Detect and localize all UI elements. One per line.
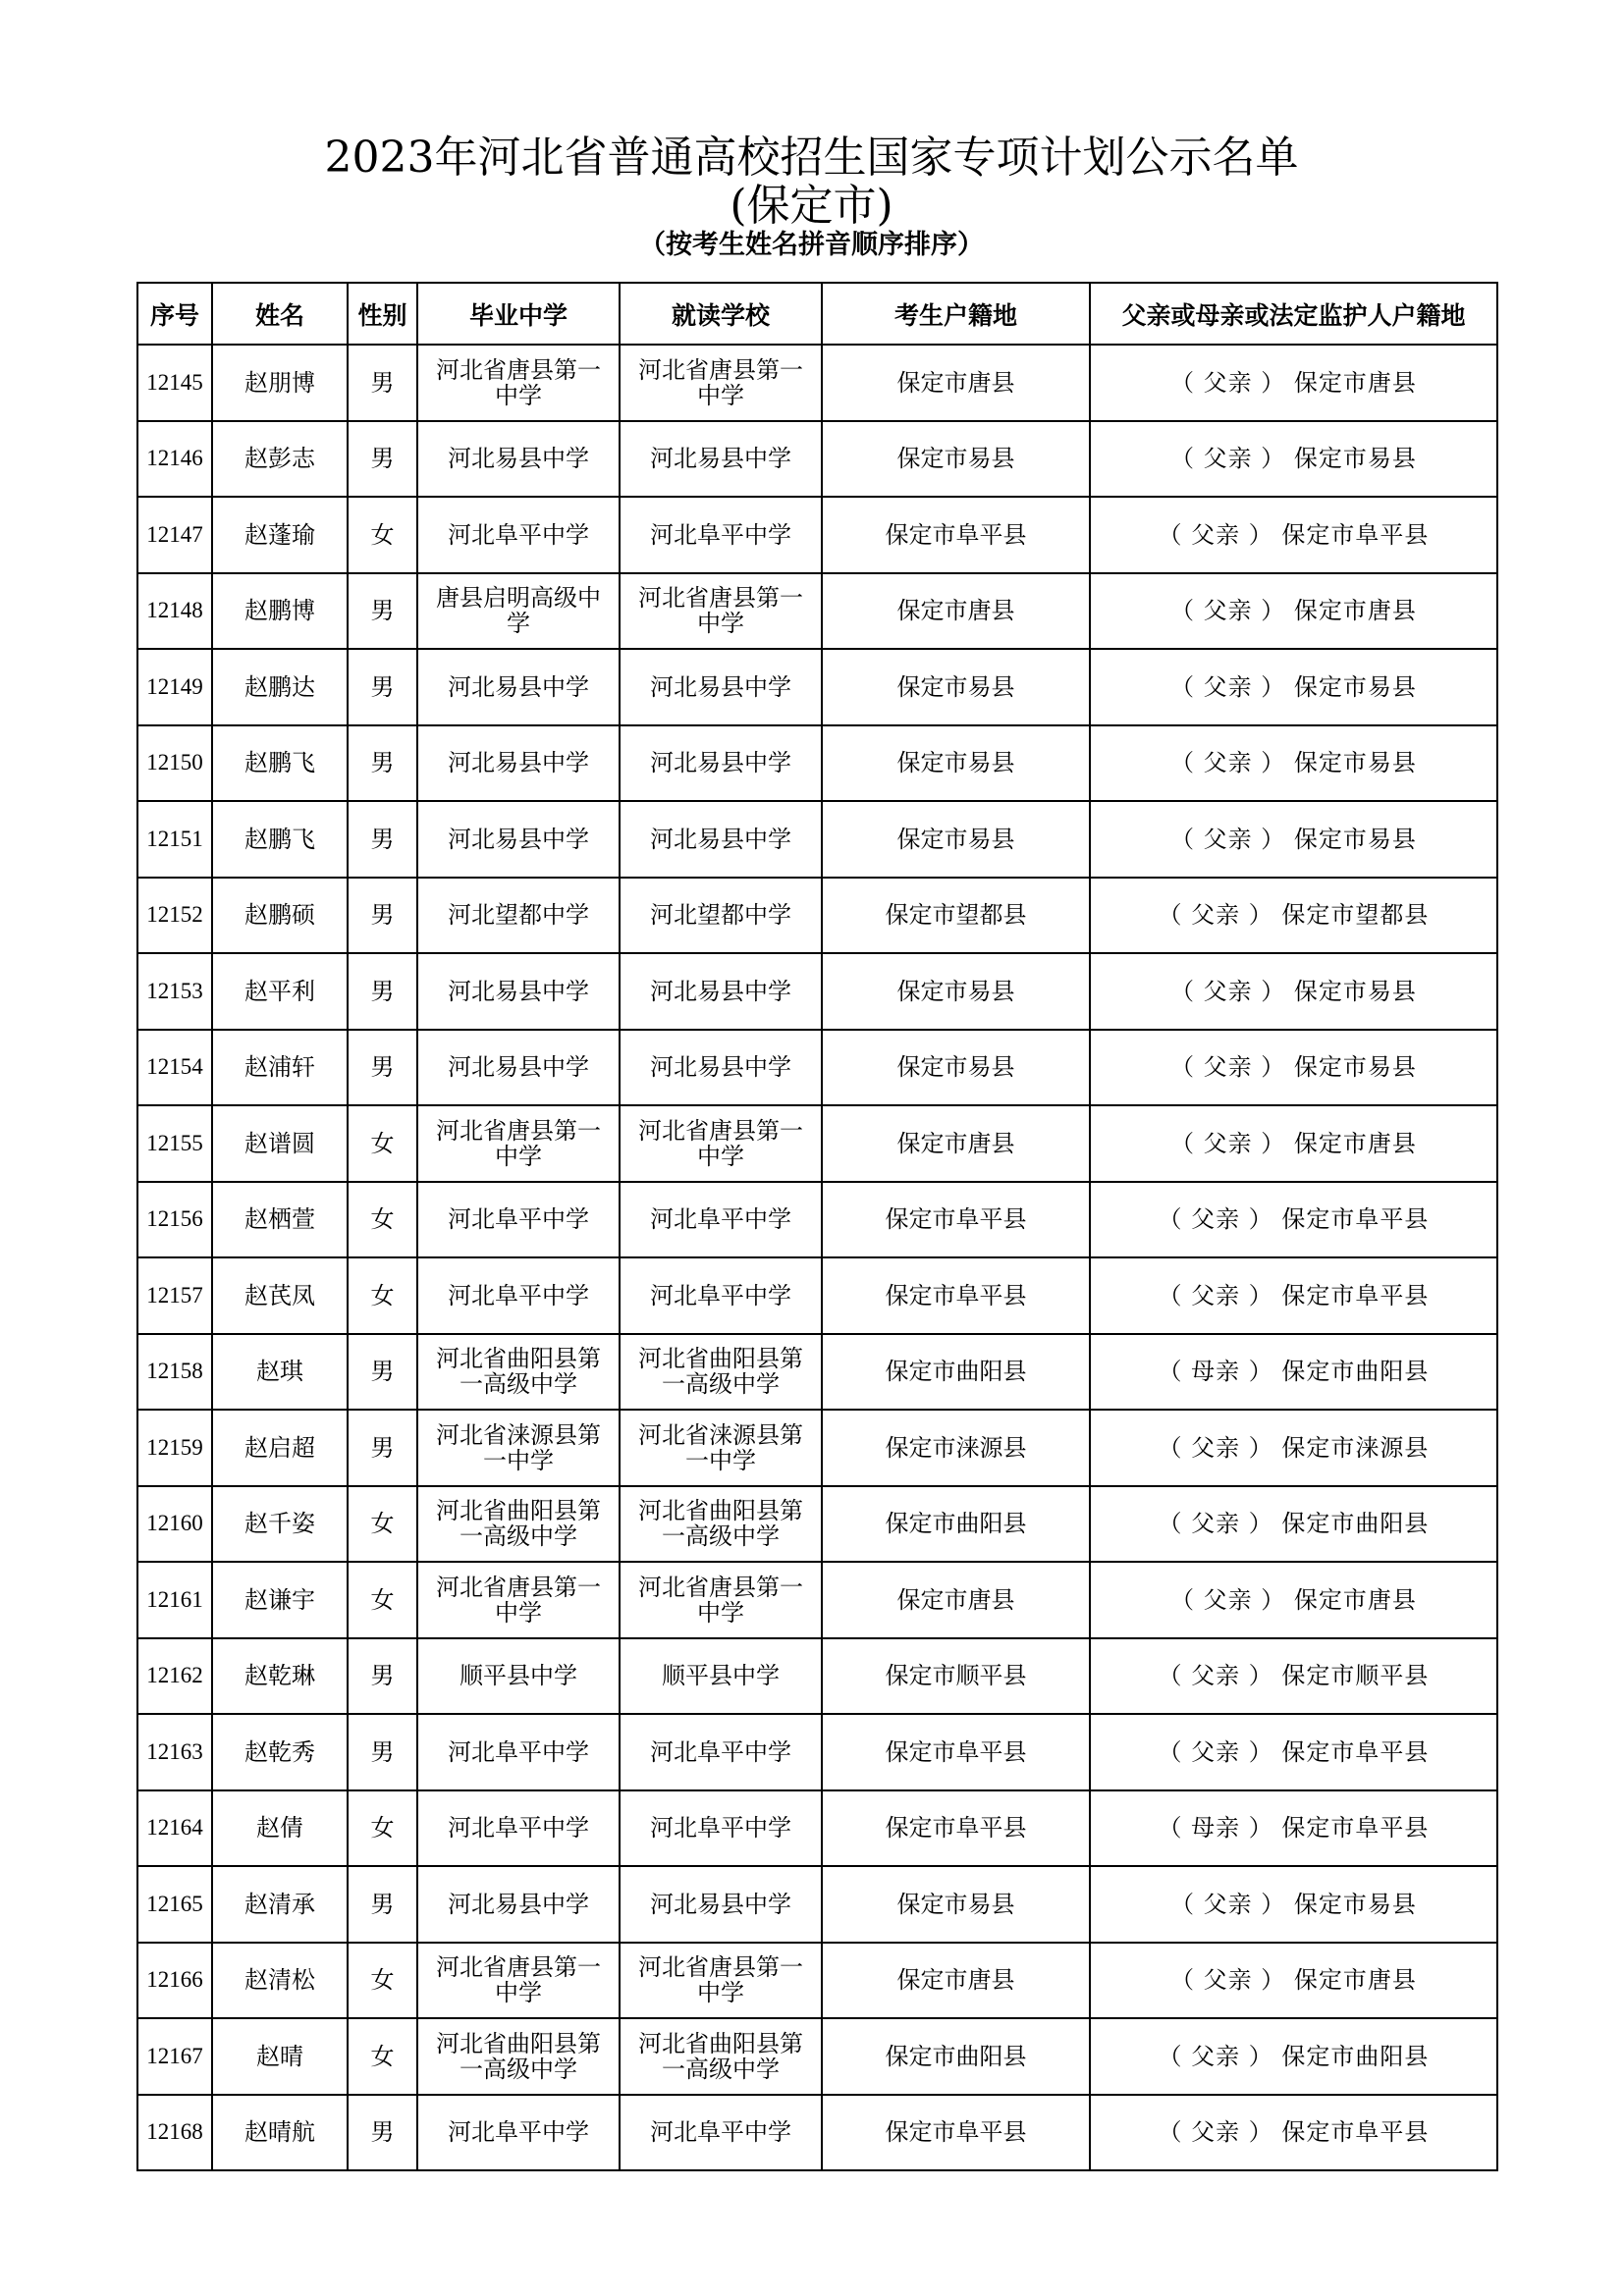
- cell-student-hukou: 保定市易县: [822, 421, 1090, 498]
- header-serial: 序号: [137, 283, 212, 345]
- cell-guardian-hukou: （ 父亲 ） 保定市顺平县: [1090, 1638, 1497, 1715]
- table-row: [137, 1334, 1497, 1411]
- cell-graduation-school: 顺平县中学: [417, 1638, 620, 1715]
- table-row: [137, 345, 1497, 421]
- cell-graduation-school: 河北阜平中学: [417, 1182, 620, 1258]
- table-row: [137, 649, 1497, 725]
- cell-current-school: 河北省涞源县第一中学: [620, 1410, 822, 1486]
- cell-current-school: 河北省唐县第一中学: [620, 345, 822, 421]
- cell-serial: 12149: [137, 649, 212, 725]
- cell-graduation-school: 河北省唐县第一中学: [417, 1105, 620, 1182]
- cell-gender: 男: [348, 725, 417, 802]
- cell-guardian-hukou: （ 父亲 ） 保定市唐县: [1090, 1562, 1497, 1638]
- cell-current-school: 河北阜平中学: [620, 497, 822, 573]
- header-student-hukou: 考生户籍地: [822, 283, 1090, 345]
- header-name: 姓名: [212, 283, 348, 345]
- cell-gender: 女: [348, 1257, 417, 1334]
- table-row: [137, 1714, 1497, 1790]
- cell-gender: 男: [348, 345, 417, 421]
- cell-serial: 12164: [137, 1790, 212, 1867]
- cell-gender: 女: [348, 1105, 417, 1182]
- cell-serial: 12167: [137, 2018, 212, 2095]
- cell-guardian-hukou: （ 父亲 ） 保定市望都县: [1090, 878, 1497, 954]
- cell-guardian-hukou: （ 父亲 ） 保定市唐县: [1090, 1943, 1497, 2019]
- table-row: [137, 1866, 1497, 1943]
- cell-gender: 男: [348, 573, 417, 650]
- table-row: [137, 953, 1497, 1030]
- cell-current-school: 河北省曲阳县第一高级中学: [620, 2018, 822, 2095]
- cell-serial: 12154: [137, 1030, 212, 1106]
- cell-name: 赵鹏博: [212, 573, 348, 650]
- cell-guardian-hukou: （ 母亲 ） 保定市阜平县: [1090, 1790, 1497, 1867]
- cell-serial: 12151: [137, 801, 212, 878]
- cell-gender: 女: [348, 2018, 417, 2095]
- header-graduation-school: 毕业中学: [417, 283, 620, 345]
- roster-table: [136, 282, 1498, 2171]
- cell-student-hukou: 保定市望都县: [822, 878, 1090, 954]
- cell-name: 赵鹏飞: [212, 725, 348, 802]
- cell-student-hukou: 保定市阜平县: [822, 1257, 1090, 1334]
- cell-gender: 女: [348, 1562, 417, 1638]
- cell-name: 赵芪凤: [212, 1257, 348, 1334]
- cell-name: 赵浦轩: [212, 1030, 348, 1106]
- cell-gender: 男: [348, 1714, 417, 1790]
- cell-name: 赵琪: [212, 1334, 348, 1411]
- cell-serial: 12156: [137, 1182, 212, 1258]
- cell-serial: 12157: [137, 1257, 212, 1334]
- cell-student-hukou: 保定市阜平县: [822, 2095, 1090, 2171]
- cell-serial: 12150: [137, 725, 212, 802]
- cell-graduation-school: 河北阜平中学: [417, 2095, 620, 2171]
- cell-graduation-school: 河北易县中学: [417, 421, 620, 498]
- cell-current-school: 河北易县中学: [620, 649, 822, 725]
- cell-name: 赵鹏硕: [212, 878, 348, 954]
- cell-guardian-hukou: （ 父亲 ） 保定市易县: [1090, 801, 1497, 878]
- cell-name: 赵平利: [212, 953, 348, 1030]
- cell-guardian-hukou: （ 父亲 ） 保定市易县: [1090, 1030, 1497, 1106]
- cell-graduation-school: 河北省曲阳县第一高级中学: [417, 2018, 620, 2095]
- cell-current-school: 河北易县中学: [620, 801, 822, 878]
- cell-name: 赵晴: [212, 2018, 348, 2095]
- cell-serial: 12166: [137, 1943, 212, 2019]
- cell-gender: 男: [348, 1334, 417, 1411]
- cell-guardian-hukou: （ 父亲 ） 保定市阜平县: [1090, 1257, 1497, 1334]
- cell-graduation-school: 河北省涞源县第一中学: [417, 1410, 620, 1486]
- cell-student-hukou: 保定市易县: [822, 649, 1090, 725]
- cell-student-hukou: 保定市曲阳县: [822, 1334, 1090, 1411]
- cell-name: 赵乾琳: [212, 1638, 348, 1715]
- cell-serial: 12158: [137, 1334, 212, 1411]
- cell-gender: 女: [348, 1943, 417, 2019]
- table-row: [137, 1790, 1497, 1867]
- table-row: [137, 2018, 1497, 2095]
- cell-current-school: 河北省唐县第一中学: [620, 1105, 822, 1182]
- cell-graduation-school: 河北省唐县第一中学: [417, 1562, 620, 1638]
- cell-student-hukou: 保定市唐县: [822, 345, 1090, 421]
- cell-student-hukou: 保定市唐县: [822, 1943, 1090, 2019]
- cell-student-hukou: 保定市唐县: [822, 573, 1090, 650]
- cell-gender: 男: [348, 801, 417, 878]
- cell-guardian-hukou: （ 父亲 ） 保定市易县: [1090, 649, 1497, 725]
- cell-name: 赵清松: [212, 1943, 348, 2019]
- cell-guardian-hukou: （ 父亲 ） 保定市唐县: [1090, 1105, 1497, 1182]
- cell-gender: 女: [348, 1486, 417, 1563]
- table-row: [137, 2095, 1497, 2171]
- cell-current-school: 河北省唐县第一中学: [620, 1943, 822, 2019]
- cell-student-hukou: 保定市阜平县: [822, 1182, 1090, 1258]
- cell-name: 赵鹏飞: [212, 801, 348, 878]
- table-row: [137, 1030, 1497, 1106]
- cell-current-school: 河北易县中学: [620, 1866, 822, 1943]
- cell-graduation-school: 河北阜平中学: [417, 497, 620, 573]
- cell-serial: 12168: [137, 2095, 212, 2171]
- cell-graduation-school: 河北易县中学: [417, 801, 620, 878]
- cell-graduation-school: 唐县启明高级中学: [417, 573, 620, 650]
- cell-serial: 12147: [137, 497, 212, 573]
- cell-graduation-school: 河北易县中学: [417, 649, 620, 725]
- header-current-school: 就读学校: [620, 283, 822, 345]
- cell-current-school: 顺平县中学: [620, 1638, 822, 1715]
- table-row: [137, 1182, 1497, 1258]
- cell-current-school: 河北易县中学: [620, 421, 822, 498]
- table-row: [137, 573, 1497, 650]
- table-header-row: [137, 283, 1497, 345]
- table-row: [137, 421, 1497, 498]
- cell-guardian-hukou: （ 父亲 ） 保定市易县: [1090, 1866, 1497, 1943]
- document-title: 2023年河北省普通高校招生国家专项计划公示名单: [324, 133, 1299, 183]
- cell-current-school: 河北阜平中学: [620, 1790, 822, 1867]
- cell-current-school: 河北省曲阳县第一高级中学: [620, 1486, 822, 1563]
- cell-guardian-hukou: （ 父亲 ） 保定市易县: [1090, 953, 1497, 1030]
- table-row: [137, 1257, 1497, 1334]
- cell-current-school: 河北省唐县第一中学: [620, 1562, 822, 1638]
- cell-gender: 女: [348, 1182, 417, 1258]
- cell-name: 赵朋博: [212, 345, 348, 421]
- cell-gender: 女: [348, 1790, 417, 1867]
- cell-graduation-school: 河北易县中学: [417, 725, 620, 802]
- table-row: [137, 1943, 1497, 2019]
- cell-serial: 12163: [137, 1714, 212, 1790]
- document-sort-note: （按考生姓名拼音顺序排序）: [639, 230, 984, 260]
- cell-current-school: 河北易县中学: [620, 953, 822, 1030]
- cell-graduation-school: 河北望都中学: [417, 878, 620, 954]
- cell-serial: 12153: [137, 953, 212, 1030]
- cell-serial: 12152: [137, 878, 212, 954]
- cell-serial: 12160: [137, 1486, 212, 1563]
- cell-guardian-hukou: （ 父亲 ） 保定市阜平县: [1090, 1714, 1497, 1790]
- cell-graduation-school: 河北阜平中学: [417, 1257, 620, 1334]
- cell-graduation-school: 河北易县中学: [417, 1030, 620, 1106]
- cell-serial: 12148: [137, 573, 212, 650]
- cell-guardian-hukou: （ 父亲 ） 保定市涞源县: [1090, 1410, 1497, 1486]
- cell-gender: 男: [348, 1638, 417, 1715]
- cell-student-hukou: 保定市唐县: [822, 1562, 1090, 1638]
- cell-student-hukou: 保定市曲阳县: [822, 2018, 1090, 2095]
- cell-student-hukou: 保定市阜平县: [822, 497, 1090, 573]
- table-body: [137, 345, 1497, 2170]
- cell-graduation-school: 河北易县中学: [417, 953, 620, 1030]
- cell-guardian-hukou: （ 母亲 ） 保定市曲阳县: [1090, 1334, 1497, 1411]
- cell-serial: 12159: [137, 1410, 212, 1486]
- cell-student-hukou: 保定市曲阳县: [822, 1486, 1090, 1563]
- cell-current-school: 河北易县中学: [620, 1030, 822, 1106]
- cell-guardian-hukou: （ 父亲 ） 保定市阜平县: [1090, 2095, 1497, 2171]
- cell-student-hukou: 保定市涞源县: [822, 1410, 1090, 1486]
- cell-gender: 男: [348, 1030, 417, 1106]
- cell-student-hukou: 保定市易县: [822, 953, 1090, 1030]
- header-guardian-hukou: 父亲或母亲或法定监护人户籍地: [1090, 283, 1497, 345]
- cell-guardian-hukou: （ 父亲 ） 保定市阜平县: [1090, 1182, 1497, 1258]
- cell-graduation-school: 河北省曲阳县第一高级中学: [417, 1486, 620, 1563]
- table-row: [137, 497, 1497, 573]
- cell-student-hukou: 保定市易县: [822, 1866, 1090, 1943]
- cell-gender: 男: [348, 953, 417, 1030]
- cell-current-school: 河北阜平中学: [620, 1257, 822, 1334]
- document-subtitle-city: (保定市): [730, 181, 893, 231]
- cell-serial: 12165: [137, 1866, 212, 1943]
- cell-name: 赵谱圆: [212, 1105, 348, 1182]
- cell-current-school: 河北易县中学: [620, 725, 822, 802]
- cell-graduation-school: 河北易县中学: [417, 1866, 620, 1943]
- cell-graduation-school: 河北省曲阳县第一高级中学: [417, 1334, 620, 1411]
- cell-student-hukou: 保定市阜平县: [822, 1714, 1090, 1790]
- cell-serial: 12145: [137, 345, 212, 421]
- cell-guardian-hukou: （ 父亲 ） 保定市曲阳县: [1090, 1486, 1497, 1563]
- cell-gender: 男: [348, 1410, 417, 1486]
- cell-serial: 12155: [137, 1105, 212, 1182]
- cell-current-school: 河北阜平中学: [620, 1714, 822, 1790]
- cell-student-hukou: 保定市易县: [822, 725, 1090, 802]
- table-row: [137, 1486, 1497, 1563]
- table-row: [137, 1410, 1497, 1486]
- cell-serial: 12162: [137, 1638, 212, 1715]
- cell-name: 赵鹏达: [212, 649, 348, 725]
- cell-name: 赵清承: [212, 1866, 348, 1943]
- cell-graduation-school: 河北阜平中学: [417, 1790, 620, 1867]
- table-row: [137, 878, 1497, 954]
- cell-name: 赵彭志: [212, 421, 348, 498]
- table-row: [137, 1562, 1497, 1638]
- cell-student-hukou: 保定市易县: [822, 801, 1090, 878]
- cell-gender: 男: [348, 421, 417, 498]
- cell-graduation-school: 河北省唐县第一中学: [417, 1943, 620, 2019]
- cell-name: 赵乾秀: [212, 1714, 348, 1790]
- cell-guardian-hukou: （ 父亲 ） 保定市易县: [1090, 725, 1497, 802]
- cell-guardian-hukou: （ 父亲 ） 保定市易县: [1090, 421, 1497, 498]
- cell-gender: 男: [348, 1866, 417, 1943]
- cell-guardian-hukou: （ 父亲 ） 保定市阜平县: [1090, 497, 1497, 573]
- cell-current-school: 河北阜平中学: [620, 2095, 822, 2171]
- cell-guardian-hukou: （ 父亲 ） 保定市唐县: [1090, 573, 1497, 650]
- cell-serial: 12161: [137, 1562, 212, 1638]
- cell-student-hukou: 保定市易县: [822, 1030, 1090, 1106]
- cell-name: 赵倩: [212, 1790, 348, 1867]
- cell-guardian-hukou: （ 父亲 ） 保定市曲阳县: [1090, 2018, 1497, 2095]
- cell-gender: 男: [348, 649, 417, 725]
- cell-guardian-hukou: （ 父亲 ） 保定市唐县: [1090, 345, 1497, 421]
- table-row: [137, 725, 1497, 802]
- table-row: [137, 1638, 1497, 1715]
- cell-name: 赵栖萱: [212, 1182, 348, 1258]
- cell-student-hukou: 保定市顺平县: [822, 1638, 1090, 1715]
- cell-name: 赵谦宇: [212, 1562, 348, 1638]
- cell-current-school: 河北省曲阳县第一高级中学: [620, 1334, 822, 1411]
- cell-current-school: 河北望都中学: [620, 878, 822, 954]
- cell-graduation-school: 河北阜平中学: [417, 1714, 620, 1790]
- cell-name: 赵蓬瑜: [212, 497, 348, 573]
- table-row: [137, 1105, 1497, 1182]
- cell-gender: 男: [348, 2095, 417, 2171]
- cell-current-school: 河北省唐县第一中学: [620, 573, 822, 650]
- cell-gender: 女: [348, 497, 417, 573]
- table-row: [137, 801, 1497, 878]
- cell-student-hukou: 保定市阜平县: [822, 1790, 1090, 1867]
- cell-current-school: 河北阜平中学: [620, 1182, 822, 1258]
- cell-graduation-school: 河北省唐县第一中学: [417, 345, 620, 421]
- cell-name: 赵晴航: [212, 2095, 348, 2171]
- cell-name: 赵千姿: [212, 1486, 348, 1563]
- cell-name: 赵启超: [212, 1410, 348, 1486]
- cell-student-hukou: 保定市唐县: [822, 1105, 1090, 1182]
- cell-serial: 12146: [137, 421, 212, 498]
- cell-gender: 男: [348, 878, 417, 954]
- header-gender: 性别: [348, 283, 417, 345]
